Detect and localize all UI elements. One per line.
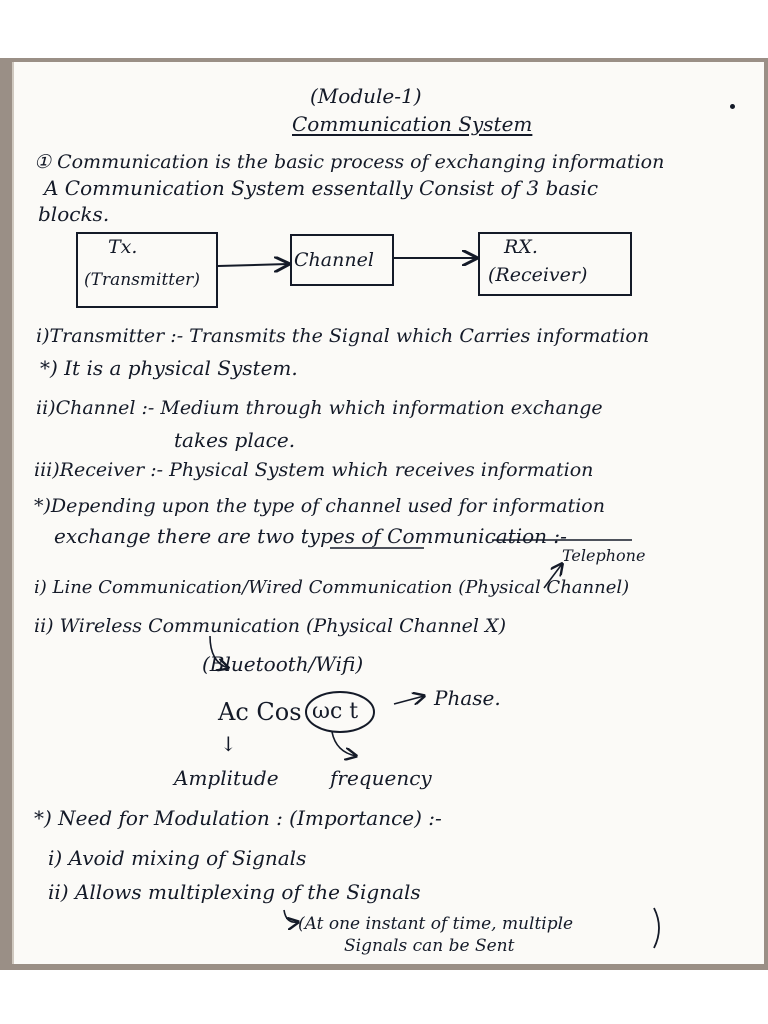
frequency-label: frequency: [330, 766, 432, 790]
intro-line-1: ① Communication is the basic process of exchanging information: [34, 151, 665, 173]
depending-line-2: exchange there are two types of Communication :-: [54, 524, 567, 548]
tx-label: Tx.: [108, 236, 138, 258]
carrier-formula-phase-term: ωc t: [312, 699, 359, 724]
tx-to-channel-arrow: [218, 264, 288, 266]
line-communication: i) Line Communication/Wired Communication (Physical Channel): [34, 577, 630, 598]
multiplexing-note-line-1: (At one instant of time, multiple: [298, 914, 574, 934]
transmitter-line-2: *) It is a physical System.: [40, 356, 298, 380]
note-arrow: [284, 910, 298, 922]
page-title: Communication System: [292, 112, 533, 136]
rx-label: RX.: [504, 236, 538, 258]
intro-line-3: blocks.: [38, 202, 110, 226]
channel-line-2: takes place.: [174, 428, 296, 452]
notebook-page: [12, 62, 764, 964]
frequency-arrow: [332, 732, 356, 756]
multiplexing-note-line-2: Signals can be Sent: [344, 936, 515, 956]
amplitude-arrow: ↓: [220, 732, 237, 756]
telephone-note: Telephone: [562, 546, 646, 565]
receiver-line: iii)Receiver :- Physical System which receives information: [34, 459, 594, 481]
channel-line-1: ii)Channel :- Medium through which information exchange: [36, 397, 603, 419]
carrier-formula-amplitude: Ac Cos: [218, 698, 302, 726]
phase-arrow: [394, 696, 424, 704]
rx-sublabel: (Receiver): [488, 264, 588, 286]
avoid-mixing-point: i) Avoid mixing of Signals: [48, 846, 307, 870]
transmitter-line-1: i)Transmitter :- Transmits the Signal which Carries information: [36, 325, 650, 347]
note-closing-paren: [654, 908, 659, 948]
phase-label: Phase.: [434, 686, 501, 710]
channel-label: Channel: [294, 249, 374, 271]
module-heading: (Module-1): [310, 84, 422, 108]
multiplexing-point: ii) Allows multiplexing of the Signals: [48, 880, 421, 904]
amplitude-label: Amplitude: [174, 766, 279, 790]
need-for-modulation-heading: *) Need for Modulation : (Importance) :-: [34, 806, 442, 830]
depending-line-1: *)Depending upon the type of channel used for information: [34, 495, 605, 517]
intro-line-2: A Communication System essentally Consist of 3 basic: [44, 176, 599, 200]
tx-sublabel: (Transmitter): [84, 270, 200, 290]
bluetooth-wifi-note: (Bluetooth/Wifi): [202, 652, 364, 676]
wireless-communication: ii) Wireless Communication (Physical Channel X): [34, 615, 506, 637]
